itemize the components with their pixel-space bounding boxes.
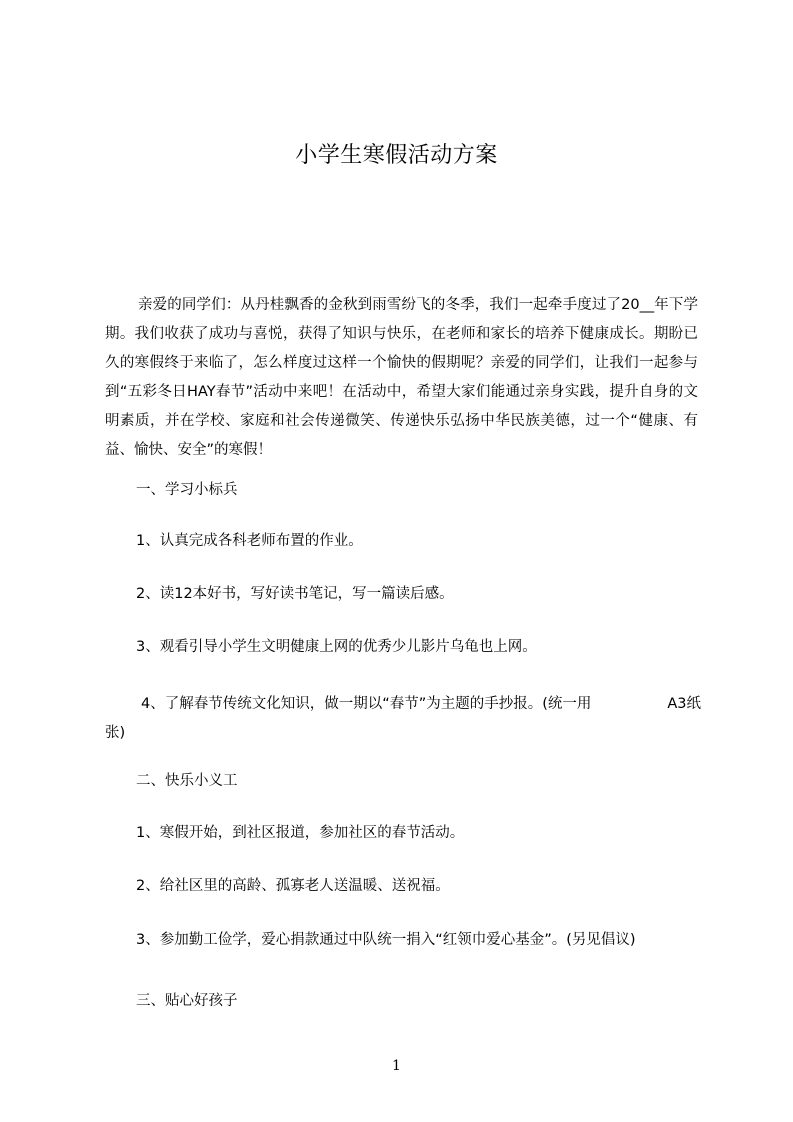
intro-paragraph: 亲爱的同学们：从丹桂飘香的金秋到雨雪纷飞的冬季，我们一起牵手度过了20__年下学期。我们收获了成功与喜悦，获得了知识与快乐，在老师和家长的培养下健康成长。期盼已久的寒假终于来临了，怎么样度过这样一个愉快的假期呢？亲爱的同学们，让我们一起参与到“五彩冬日HAY春节”活动中来吧！在活动中，希望大家们能通过亲身实践，提升自身的文明素质，并在学校、家庭和社会传递微笑、传递快乐弘扬中华民族美德，过一个“健康、有益、愉快、安全”的寒假！ [105, 297, 698, 458]
section-heading-good-child: 三、贴心好孩子 [136, 993, 238, 1009]
volunteer-item-3: 3、参加勤工俭学，爱心捐款通过中队统一捐入“红领巾爱心基金”。(另见倡议) [136, 932, 636, 948]
study-item-4-line-1 [105, 690, 701, 719]
study-item-4-paper-size: A3纸 [667, 696, 701, 712]
study-item-4-text: 4、了解春节传统文化知识，做一期以“春节”为主题的手抄报。(统一用 [141, 696, 592, 712]
study-item-4-line-2: 张) [105, 725, 126, 741]
section-heading-volunteer: 二、快乐小义工 [136, 773, 238, 789]
study-item-3: 3、观看引导小学生文明健康上网的优秀少儿影片乌龟也上网。 [136, 639, 537, 655]
page-number: 1 [392, 1058, 401, 1074]
volunteer-item-1: 1、寒假开始，到社区报道，参加社区的春节活动。 [136, 825, 465, 841]
volunteer-item-2: 2、给社区里的高龄、孤寡老人送温暖、送祝福。 [136, 878, 450, 894]
study-item-2: 2、读12本好书，写好读书笔记，写一篇读后感。 [136, 586, 454, 602]
document-title: 小学生寒假活动方案 [295, 143, 498, 168]
study-item-4 [105, 690, 701, 748]
study-item-1: 1、认真完成各科老师布置的作业。 [136, 533, 363, 549]
section-heading-study: 一、学习小标兵 [136, 482, 238, 498]
